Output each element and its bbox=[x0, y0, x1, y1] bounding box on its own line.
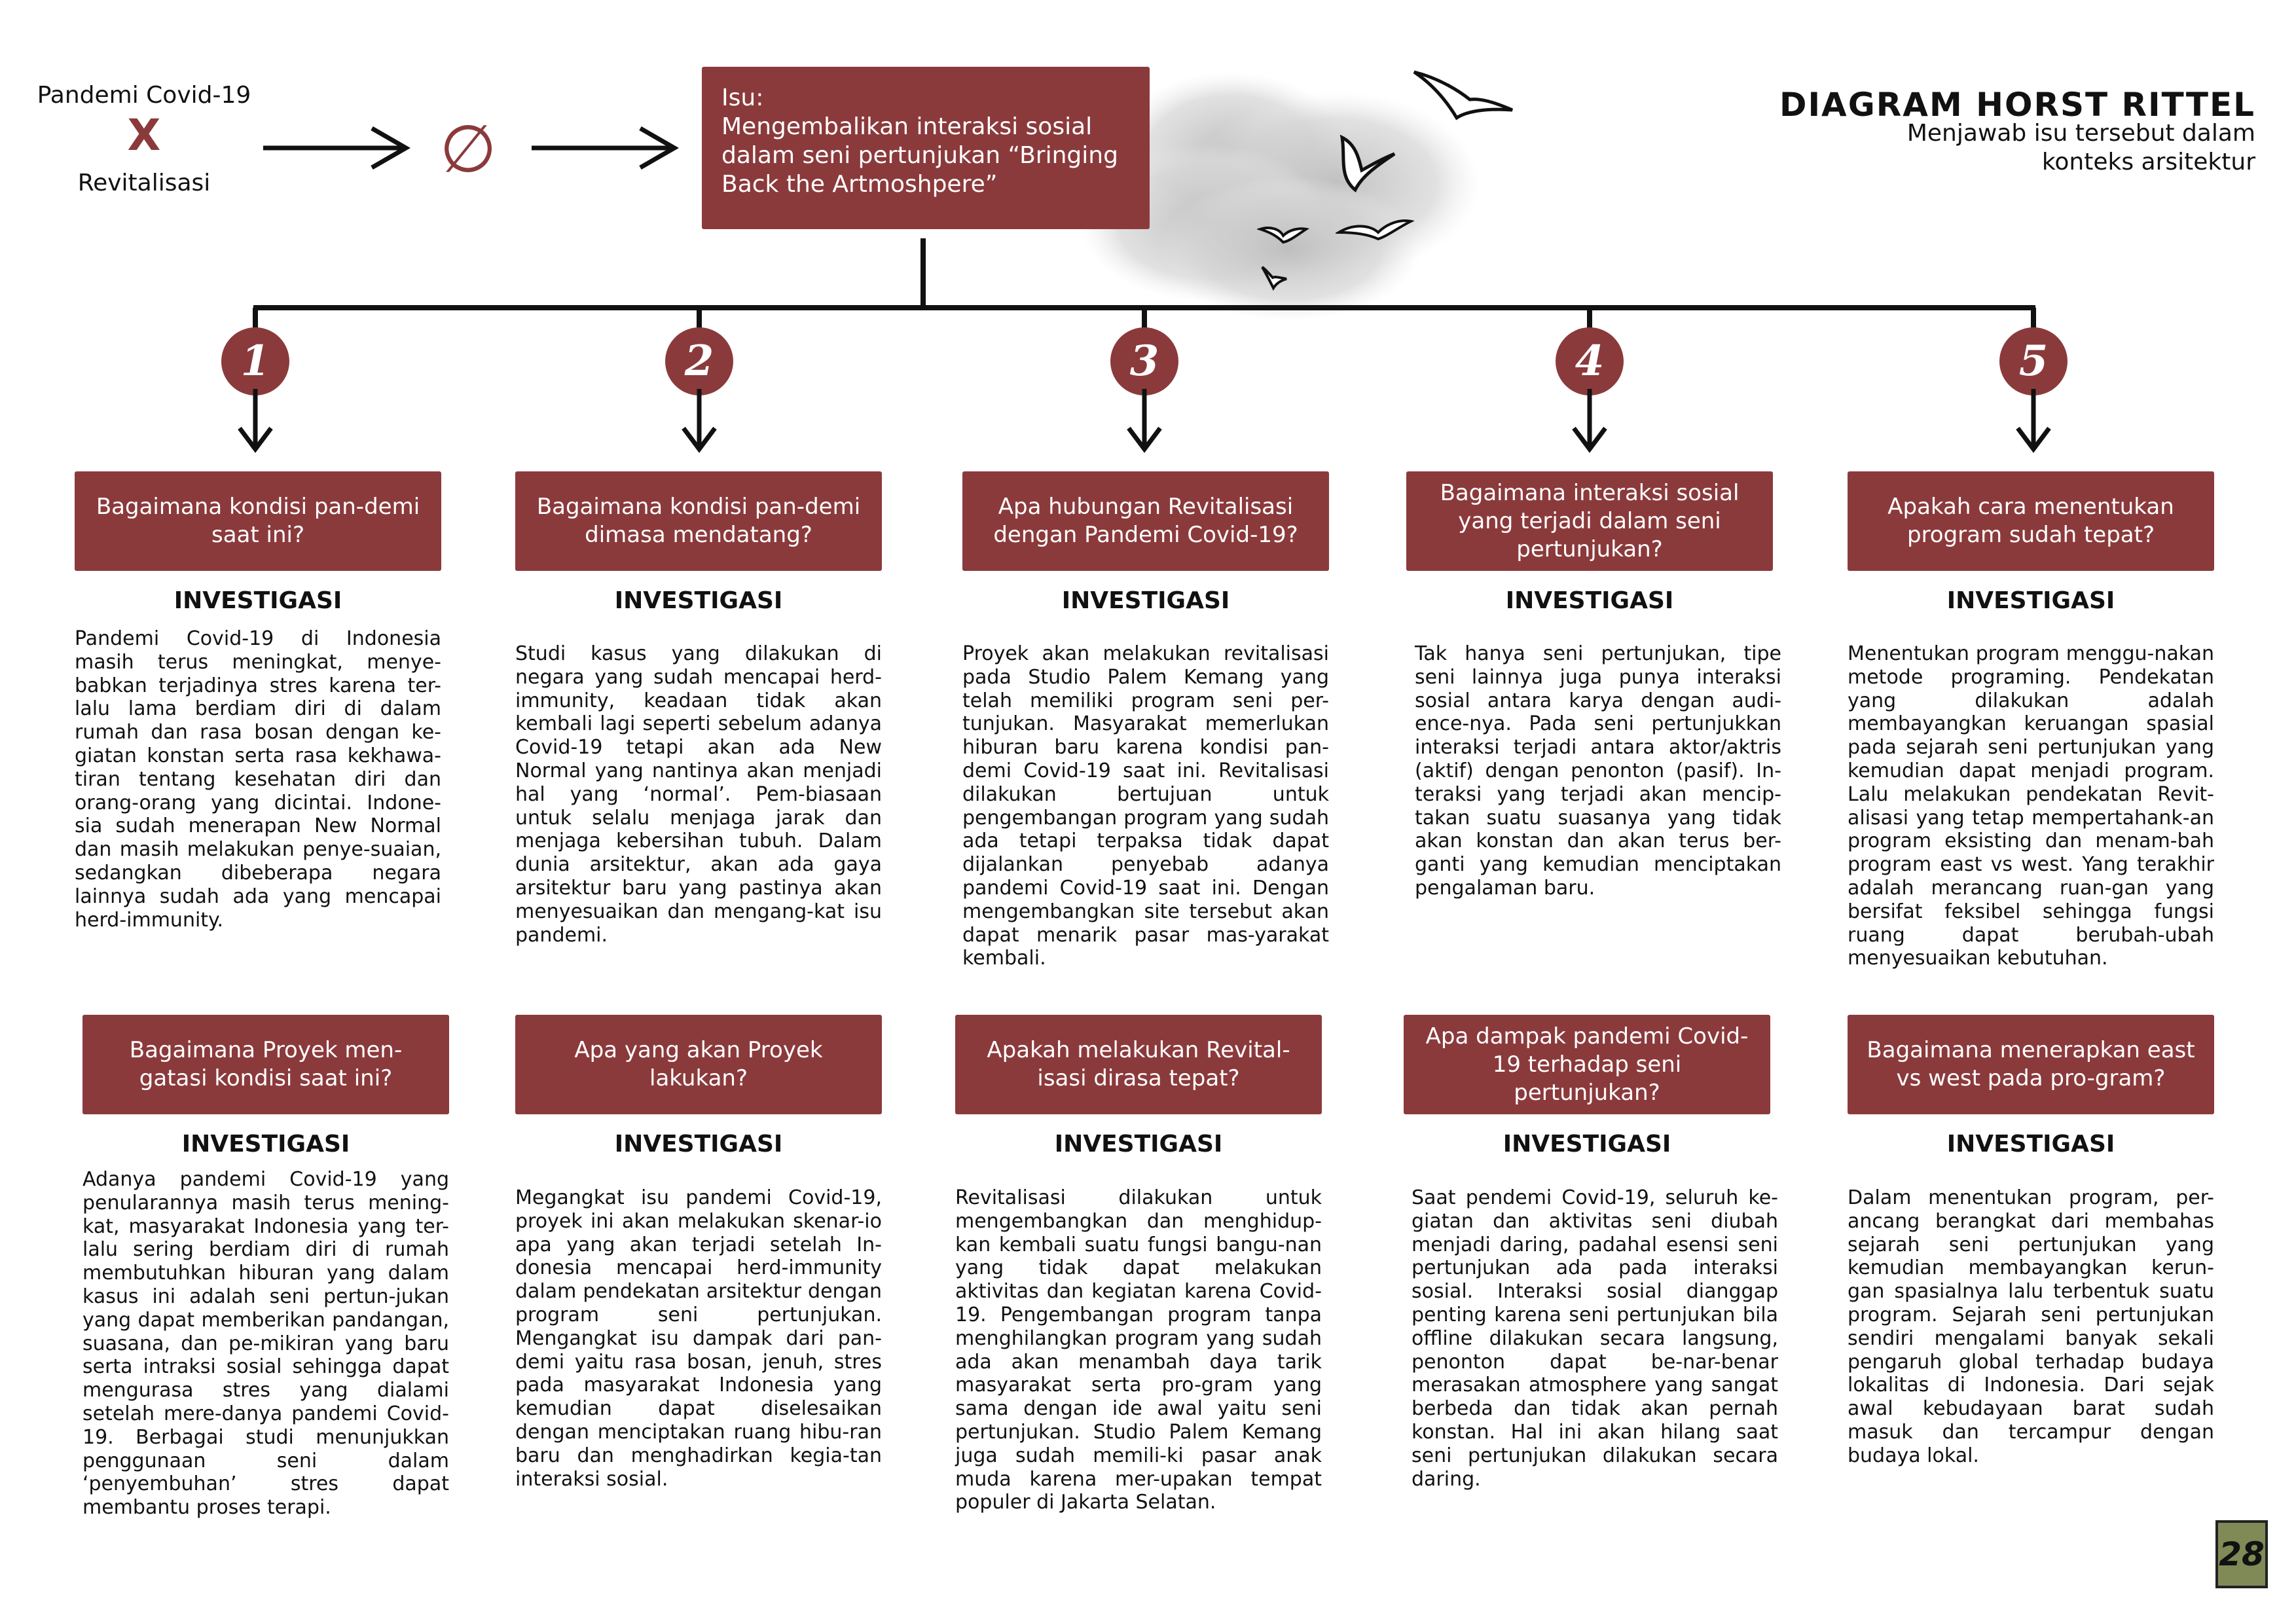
step-number-5: 5 bbox=[1999, 327, 2068, 395]
investigasi-heading: INVESTIGASI bbox=[1503, 1131, 1671, 1158]
down-arrow-1 bbox=[236, 389, 275, 454]
page-subtitle-1: Menjawab isu tersebut dalam bbox=[1906, 120, 2255, 147]
bird-icon bbox=[1408, 65, 1519, 137]
investigasi-heading: INVESTIGASI bbox=[181, 1131, 350, 1158]
header-arrow-2 bbox=[530, 123, 681, 175]
investigasi-text: Megangkat isu pandemi Covid-19, proyek ini akan melakukan skenar-io apa yang akan terjadi setelah In-donesia mencapai herd-immunity dalam pendekatan arsitektur dengan program seni pertunjukan. Mengangkat isu dampak dari pan-demi yaitu rasa bosan, jenuh, stres pada masyarakat Indonesia yang kemudian dapat diselesaikan dengan menciptakan ruang hibu-ran baru dan menghadirkan kegia-tan interaksi sosial. bbox=[515, 1186, 882, 1491]
cross-mark: X bbox=[127, 110, 161, 160]
question-box: Bagaimana menerapkan east vs west pada pro-gram? bbox=[1848, 1015, 2214, 1114]
bird-icon bbox=[1257, 216, 1309, 249]
question-box: Apakah cara menentukan program sudah tepat? bbox=[1848, 471, 2214, 571]
question-box: Apa dampak pandemi Covid-19 terhadap seni pertunjukan? bbox=[1404, 1015, 1770, 1114]
step-number-1: 1 bbox=[221, 327, 289, 395]
step-number-2: 2 bbox=[665, 327, 733, 395]
issue-box bbox=[702, 67, 1150, 229]
investigasi-text: Menentukan program menggu-nakan metode programing. Pendekatan yang dilakukan adalah membayangkan keruangan spasial pada sejarah seni pertunjukan yang kemudian dapat menjadi program. Lalu melakukan pendekatan Revit-alisasi yang tetap mempertahank-an program eksisting dan menam-bah program east vs west. Yang terakhir adalah merancang ruan-gan yang bersifat feksibel sehingga fungsi ruang dapat berubah-ubah menyesuaikan kebutuhan. bbox=[1848, 642, 2214, 970]
down-arrow-4 bbox=[1570, 389, 1609, 454]
investigasi-text: Revitalisasi dilakukan untuk mengembangkan dan menghidup-kan kembali suatu fungsi bangu-nan yang tidak dapat melakukan aktivitas dan kegiatan karena Covid-19. Pengembangan program tanpa menghilangkan program yang sudah ada akan menambah daya tarik masyarakat serta pro-gram yang sama dengan ide awal yaitu seni pertunjukan. Studio Palem Kemang juga sudah memili-ki pasar anak muda karena mer-upakan tempat populer di Jakarta Selatan. bbox=[955, 1186, 1322, 1514]
investigasi-text: Dalam menentukan program, per-ancang berangkat dari membahas sejarah seni pertunjukan yang kemudian membayangkan kerun-gan spasialnya lalu terbentuk suatu program. Sejarah seni pertunjukan sendiri mengalami banyak sekali pengaruh global terhadap budaya lokalitas di Indonesia. Dari sejak awal kebudayaan barat sudah masuk dan tercampur dengan budaya lokal. bbox=[1848, 1186, 2214, 1467]
step-number-4: 4 bbox=[1556, 327, 1624, 395]
revitalisasi-label: Revitalisasi bbox=[77, 170, 211, 196]
question-box: Bagaimana interaksi sosial yang terjadi dalam seni pertunjukan? bbox=[1406, 471, 1773, 571]
question-box: Apa hubungan Revitalisasi dengan Pandemi Covid-19? bbox=[962, 471, 1329, 571]
pandemi-label: Pandemi Covid-19 bbox=[37, 82, 251, 109]
investigasi-text: Adanya pandemi Covid-19 yang penularannya masih terus mening-kat, masyarakat Indonesia yang ter-lalu sering berdiam diri di rumah membutuhkan hiburan yang dalam kasus ini adalah seni pertun-jukan yang dapat memberikan pandangan, suasana, dan pe-mikiran yang baru serta intraksi sosial sehingga dapat mengurasa stres yang dialami setelah mere-danya pandemi Covid-19. Berbagai studi menunjukkan penggunaan seni dalam ‘penyembuhan’ stres dapat membantu proses terapi. bbox=[82, 1168, 449, 1520]
step-number-3: 3 bbox=[1110, 327, 1178, 395]
investigasi-heading: INVESTIGASI bbox=[614, 1131, 783, 1158]
investigasi-text: Saat pendemi Covid-19, seluruh ke-giatan dan aktivitas seni diubah menjadi daring, padahal esensi seni pertunjukan ada pada interaksi sosial. Interaksi sosial dianggap penting karena seni pertunjukan bila offline dilakukan secara langsung, penonton dapat be-nar-benar merasakan atmosphere yang sangat berbeda dan tidak akan pernah konstan. Hal ini akan hilang saat seni pertunjukan dilakukan secara daring. bbox=[1412, 1186, 1778, 1491]
investigasi-heading: INVESTIGASI bbox=[173, 587, 342, 614]
tree-trunk bbox=[920, 238, 926, 309]
investigasi-text: Proyek akan melakukan revitalisasi pada Studio Palem Kemang yang telah memiliki program seni per-tunjukan. Masyarakat memerlukan hiburan baru karena kondisi pan-demi Covid-19 saat ini. Revitalisasi dilakukan bertujuan untuk pengembangan program yang sudah ada tetapi terpaksa tidak dapat dijalankan penyebab adanya pandemi Covid-19 saat ini. Dengan mengembangkan site tersebut akan dapat menarik pasar mas-yarakat kembali. bbox=[962, 642, 1329, 970]
empty-set-icon: ∅ bbox=[439, 111, 497, 187]
investigasi-text: Tak hanya seni pertunjukan, tipe seni lainnya juga punya interaksi sosial antara karya dengan audi-ence-nya. Pada seni pertunjukkan interaksi terjadi antara aktor/aktris (aktif) dengan penonton (pasif). In-teraksi yang terjadi akan mencip-takan suatu suasanya yang tidak akan konstan dan akan terus ber-ganti yang kemudian menciptakan pengalaman baru. bbox=[1415, 642, 1781, 900]
investigasi-text: Pandemi Covid-19 di Indonesia masih terus meningkat, menye-babkan terjadinya stres karena ter-lalu lama berdiam diri di dalam rumah dan rasa bosan dengan ke-giatan konstan serta rasa kekhawa-tiran tentang kesehatan diri dan orang-orang yang dicintai. Indone-sia sudah menerapan New Normal dan masih melakukan penye-suaian, sedangkan dibeberapa negara lainnya sudah ada yang mencapai herd-immunity. bbox=[75, 627, 441, 932]
issue-text: Mengembalikan interaksi sosial dalam seni pertunjukan “Bringing Back the Artmoshpere” bbox=[721, 113, 1118, 198]
investigasi-text: Studi kasus yang dilakukan di negara yang sudah mencapai herd-immunity, keadaan tidak akan kembali lagi seperti sebelum adanya Covid-19 tetapi akan ada New Normal yang nantinya akan menjadi hal yang ‘normal’. Pem-biasaan untuk selalu menjaga jarak dan menjaga kebersihan tubuh. Dalam dunia arsitektur, akan ada gaya arsitektur baru yang pastinya akan menyesuaikan dan mengang-kat isu pandemi. bbox=[515, 642, 882, 947]
investigasi-heading: INVESTIGASI bbox=[1946, 1131, 2115, 1158]
bird-icon bbox=[1336, 210, 1414, 249]
question-box: Bagaimana Proyek men-gatasi kondisi saat ini? bbox=[82, 1015, 449, 1114]
question-box: Apakah melakukan Revital-isasi dirasa tepat? bbox=[955, 1015, 1322, 1114]
investigasi-heading: INVESTIGASI bbox=[1061, 587, 1230, 614]
investigasi-heading: INVESTIGASI bbox=[1505, 587, 1674, 614]
question-box: Bagaimana kondisi pan-demi dimasa mendatang? bbox=[515, 471, 882, 571]
bird-icon bbox=[1257, 262, 1290, 295]
down-arrow-5 bbox=[2014, 389, 2053, 454]
investigasi-heading: INVESTIGASI bbox=[1946, 587, 2115, 614]
investigasi-heading: INVESTIGASI bbox=[614, 587, 783, 614]
bird-icon bbox=[1329, 131, 1401, 203]
question-box: Apa yang akan Proyek lakukan? bbox=[515, 1015, 882, 1114]
issue-label: Isu: bbox=[721, 84, 764, 111]
down-arrow-2 bbox=[680, 389, 719, 454]
page-subtitle-2: konteks arsitektur bbox=[2041, 149, 2255, 175]
header-arrow-1 bbox=[262, 123, 412, 175]
page-title: DIAGRAM HORST RITTEL bbox=[1779, 86, 2255, 124]
question-box: Bagaimana kondisi pan-demi saat ini? bbox=[75, 471, 441, 571]
down-arrow-3 bbox=[1125, 389, 1164, 454]
page-number-badge: 28 bbox=[2215, 1520, 2268, 1588]
investigasi-heading: INVESTIGASI bbox=[1054, 1131, 1223, 1158]
